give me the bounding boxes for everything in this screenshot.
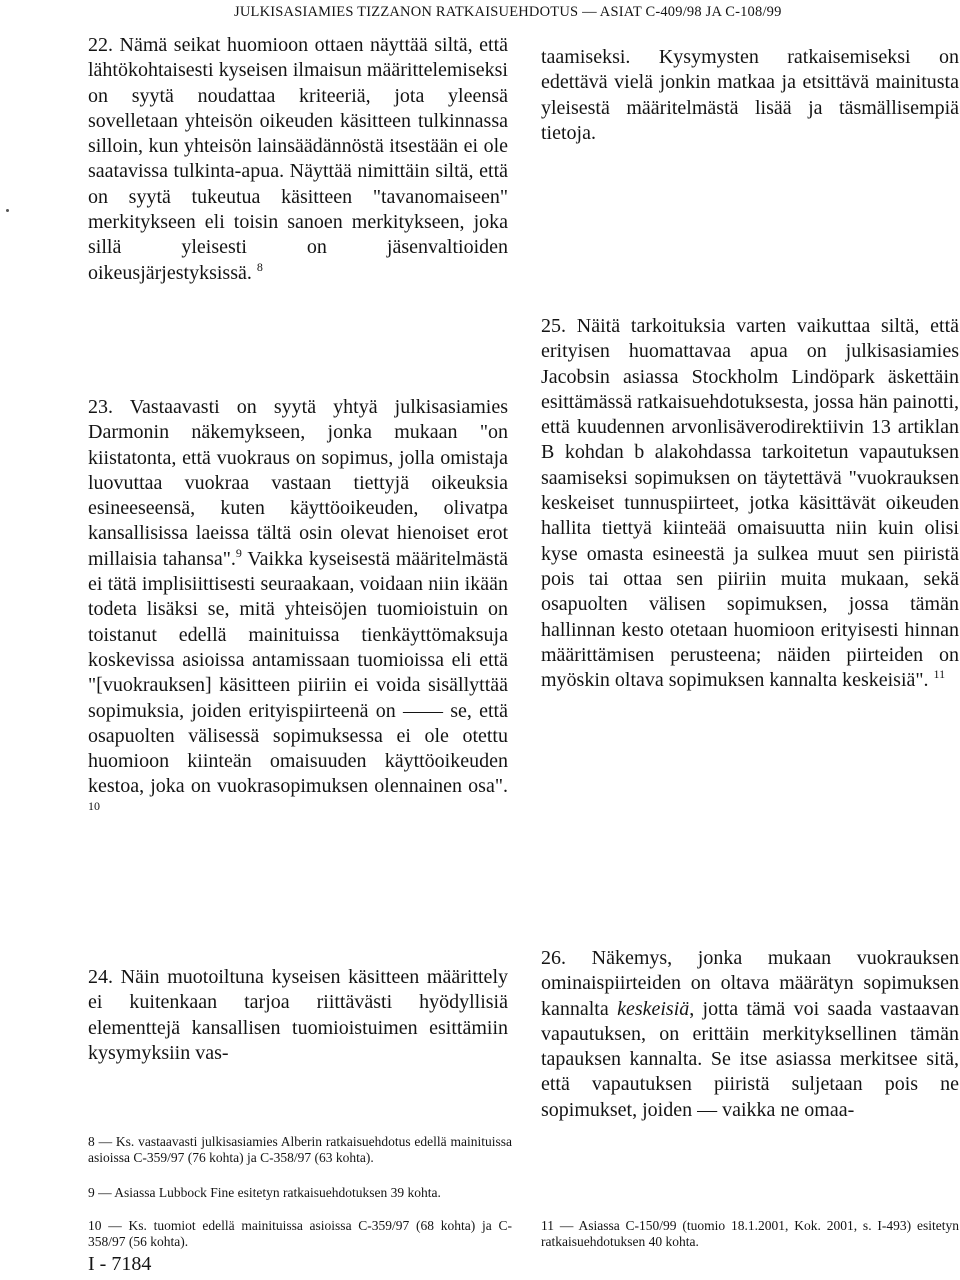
footnote-11: 11 — Asiassa C-150/99 (tuomio 18.1.2001, Kok. 2001, s. I-493) esitetyn ratkaisuehdotuksen 40 kohta. (541, 1218, 959, 1249)
footnote-9: 9 — Asiassa Lubbock Fine esitetyn ratkaisuehdotuksen 39 kohta. (88, 1185, 441, 1200)
footnote-ref-10[interactable]: 10 (88, 798, 100, 813)
paragraph-22 (88, 33, 508, 286)
paragraph-23-text-a: 23. Vastaavasti on syytä yhtyä julkisasiamies Darmonin näkemykseen, jonka mukaan "on kiistatonta, että vuokraus on sopimus, jolla omistaja luovuttaa vuokraa vastaan tiettyjä oikeuksia esineeseensä, kuten käyttöoikeuden, olivatpa kansallisissa laeissa tältä osin olevat hienoiset erot millaisia tahansa". (88, 396, 508, 570)
paragraph-22-text: 22. Nämä seikat huomioon ottaen näyttää siltä, että lähtökohtaisesti kyseisen ilmaisun määrittelemiseksi on syytä noudattaa kriteeriä, jota yleensä sovelletaan yhteisön oikeuden käsitteen tulkinnassa silloin, kun yhteisön lainsäädännöstä itsestään ei ole saatavissa tulkinta-apua. Näyttää nimittäin siltä, että on syytä tukeutua käsitteen "tavanomaiseen" merkitykseen eli toisin sanoen merkitykseen, joka sillä yleisesti on jäsenvaltioiden oikeusjärjestyksissä. (88, 34, 508, 284)
paragraph-25-text: 25. Näitä tarkoituksia varten vaikuttaa siltä, että erityisen huomattavaa apua on julkisasiamies Jacobsin asiassa Stockholm Lindöpark äskettäin esittämässä ratkaisuehdotuksesta, jossa hän painotti, että kuudennen arvonlisäverodirektiivin 13 artiklan B kohdan b alakohdassa tarkoitetun vapautuksen saamiseksi sopimuksen on täytettävä "vuokrauksen keskeiset tunnuspiirteet, jotka käsittävät oikeuden hallita tiettyä kiinteää omaisuutta niin kuin olisi kyse omasta esineestä ja sulkea muut sen piiristä pois tai ottaa sen piiriin muita mukaan, sekä osapuolten välisen sopimuksen, jossa tämän hallinnan kesto otetaan huomioon erityisesti hinnan määrittämisen perusteena; näiden piirteiden on myöskin oltava sopimuksen kannalta keskeisiä". (541, 315, 959, 692)
paragraph-24: 24. Näin muotoiltuna kyseisen käsitteen määrittely ei kuitenkaan tarjoa riittävästi hyödyllisiä elementtejä kansallisen tuomioistuimen esittämiin kysymyksiin vas- (88, 966, 508, 1064)
paragraph-26-text-a: 26. Näkemys, jonka mukaan vuokrauksen ominaispiirteiden on oltava määrätyn sopimuksen kannalta (541, 947, 959, 1020)
footnote-ref-8[interactable]: 8 (256, 259, 263, 274)
paragraph-26-emphasis: keskeisiä (617, 997, 690, 1020)
footnote-ref-11[interactable]: 11 (933, 667, 946, 682)
paragraph-23 (88, 395, 508, 825)
paragraph-24-continued: taamiseksi. Kysymysten ratkaisemiseksi on edettävä vielä jonkin matkaa ja etsittävä mainitusta yleisestä määritelmästä lisää ja täsmällisempiä tietoja. (541, 46, 959, 144)
footnote-10: 10 — Ks. tuomiot edellä mainituissa asioissa C-359/97 (68 kohta) ja C-358/97 (56 kohta). (88, 1218, 512, 1249)
paragraph-23-text-b: Vaikka kyseisestä määritelmästä ei tätä implisiittisesti seuraakaan, voidaan niin ikään todeta lisäksi se, mitä yhteisöjen tuomioistuin on toistanut edellä mainituissa tienkäyttömaksuja koskevissa asioissa antamissaan tuomioissa eli että "[vuokrauksen] käsitteen piiriin ei voida sisällyttää sopimuksia, joiden erityispiirteenä on —— se, että osapuolten välisessä sopimuksessa ei ole otettu huomioon kiinteän omaisuuden käyttöoikeuden kestoa, joka on vuokrasopimuksen olennainen osa". (88, 547, 509, 798)
running-header: JULKISASIAMIES TIZZANON RATKAISUEHDOTUS — ASIAT C-409/98 JA C-108/99 (234, 4, 782, 20)
paragraph-25 (541, 314, 959, 693)
footnote-8: 8 — Ks. vastaavasti julkisasiamies Alberin ratkaisuehdotus edellä mainituissa asioissa C-359/97 (76 kohta) ja C-358/97 (63 kohta). (88, 1134, 512, 1165)
page-number: I - 7184 (88, 1253, 152, 1275)
scan-speck (6, 209, 9, 212)
paragraph-26 (541, 946, 959, 1123)
footnote-ref-9[interactable]: 9 (235, 545, 242, 560)
paragraph-26-text-b: , jotta tämä voi saada vastaavan vapautuksen, on erittäin merkityksellinen tämän tapauksen kannalta. Se itse asiassa merkitsee sitä, että vapautuksen piiristä suljetaan pois ne sopimukset, joiden — vaikka ne omaa- (541, 997, 960, 1121)
